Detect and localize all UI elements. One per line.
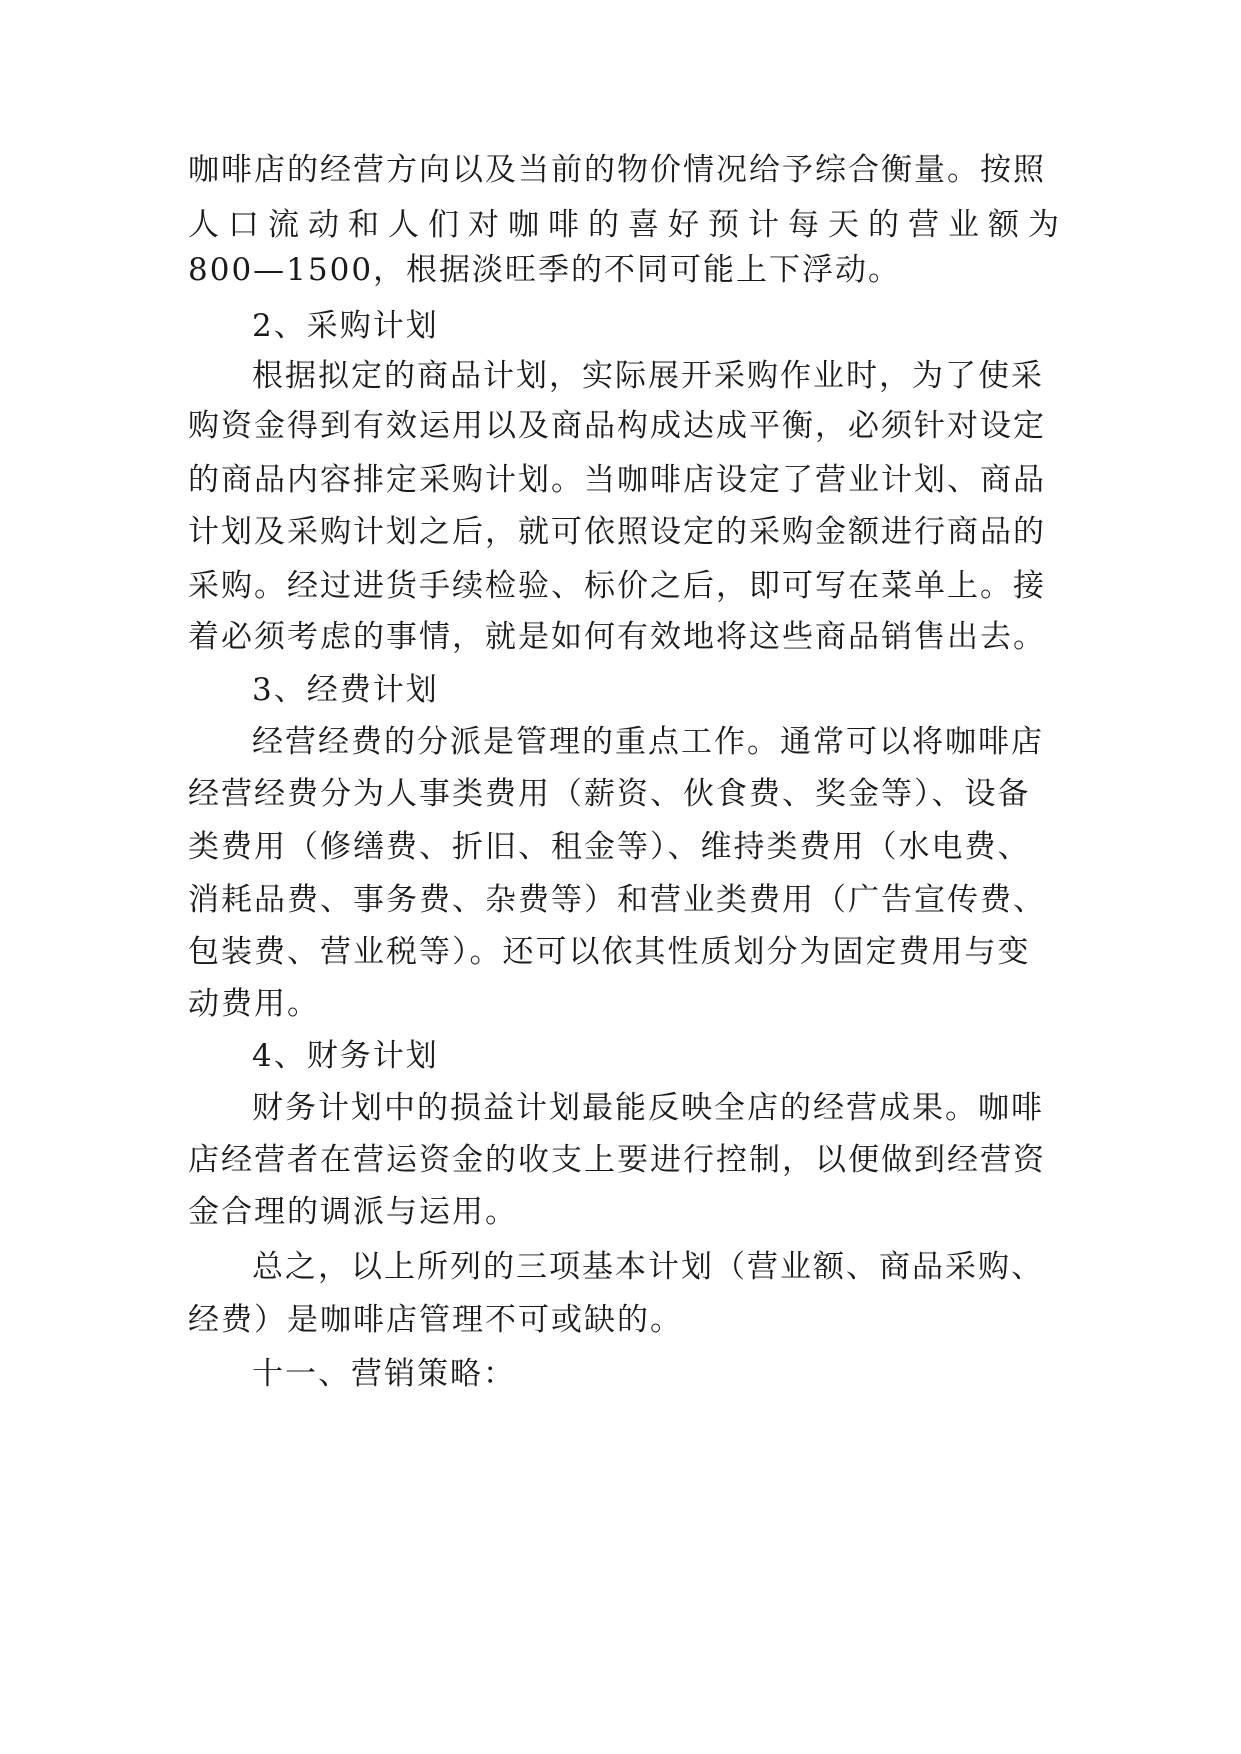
paragraph-line: 的商品内容排定采购计划。当咖啡店设定了营业计划、商品	[188, 462, 1046, 498]
paragraph-line: 店经营者在营运资金的收支上要进行控制，以便做到经营资	[188, 1142, 1046, 1178]
paragraph-line: 800—1500，根据淡旺季的不同可能上下浮动。	[188, 252, 902, 288]
paragraph-line: 经费）是咖啡店管理不可或缺的。	[188, 1302, 683, 1338]
paragraph-line: 咖啡店的经营方向以及当前的物价情况给予综合衡量。按照	[188, 152, 1046, 188]
section-heading: 4、财务计划	[252, 1038, 439, 1074]
paragraph-line: 总之，以上所列的三项基本计划（营业额、商品采购、	[252, 1249, 1044, 1285]
paragraph-line: 经营经费的分派是管理的重点工作。通常可以将咖啡店	[252, 724, 1044, 760]
paragraph-line: 计划及采购计划之后，就可依照设定的采购金额进行商品的	[188, 514, 1046, 550]
paragraph-line: 金合理的调派与运用。	[188, 1194, 518, 1230]
paragraph-line: 消耗品费、事务费、杂费等）和营业类费用（广告宣传费、	[188, 882, 1046, 918]
paragraph-line: 着必须考虑的事情，就是如何有效地将这些商品销售出去。	[188, 619, 1046, 655]
section-heading: 3、经费计划	[252, 672, 439, 708]
paragraph-line: 类费用（修缮费、折旧、租金等）、维持类费用（水电费、	[188, 829, 1031, 865]
paragraph-line: 根据拟定的商品计划，实际展开采购作业时，为了使采	[252, 358, 1044, 394]
paragraph-line: 动费用。	[188, 986, 320, 1022]
section-heading: 2、采购计划	[252, 308, 439, 344]
paragraph-line: 购资金得到有效运用以及商品构成达成平衡，必须针对设定	[188, 408, 1046, 444]
paragraph-line: 采购。经过进货手续检验、标价之后，即可写在菜单上。接	[188, 568, 1046, 604]
paragraph-line: 包装费、营业税等）。还可以依其性质划分为固定费用与变	[188, 934, 1031, 970]
paragraph-line: 人口流动和人们对咖啡的喜好预计每天的营业额为	[188, 207, 1068, 243]
paragraph-line: 财务计划中的损益计划最能反映全店的经营成果。咖啡	[252, 1090, 1044, 1126]
section-heading: 十一、营销策略：	[252, 1356, 516, 1392]
paragraph-line: 经营经费分为人事类费用（薪资、伙食费、奖金等）、设备	[188, 776, 1031, 812]
